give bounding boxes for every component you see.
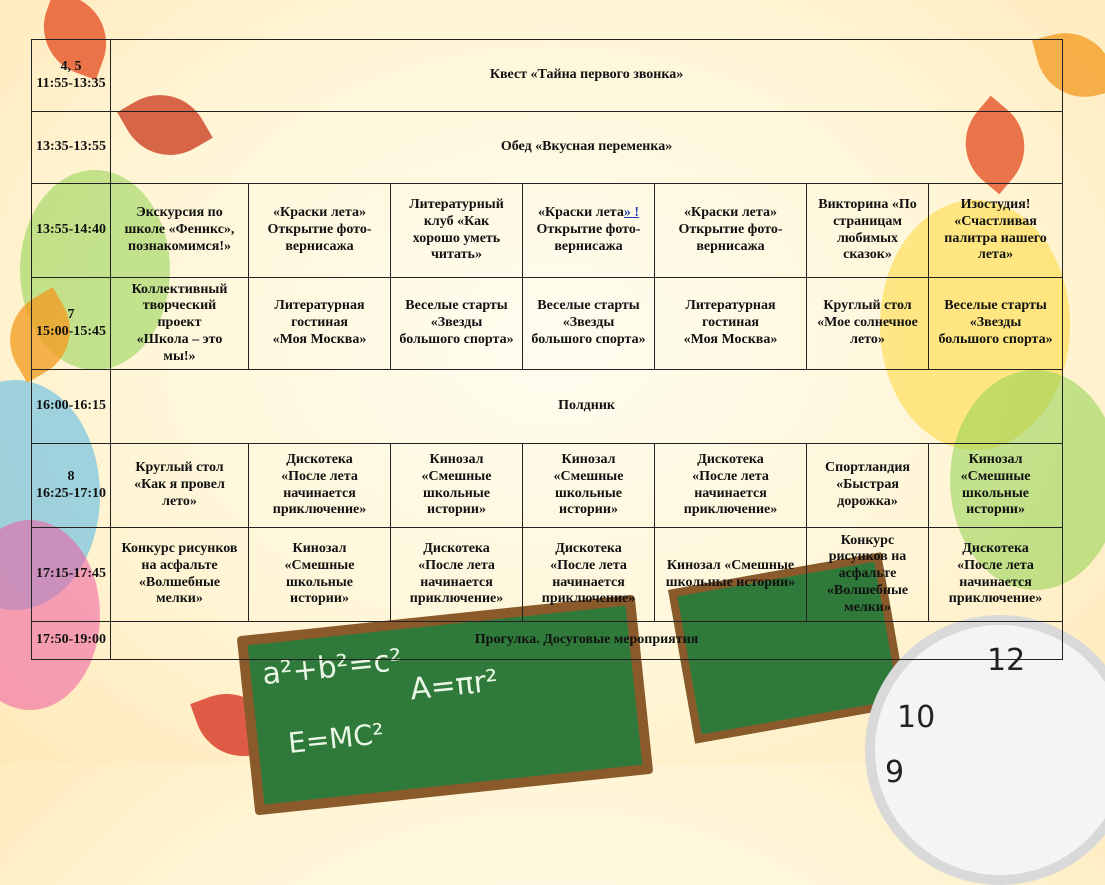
- schedule-row: [32, 184, 1063, 278]
- activity-cell: Спортландия «Быстрая дорожка»: [807, 444, 929, 528]
- activity-cell: Литературная гостиная «Моя Москва»: [655, 278, 807, 370]
- event-title: Квест «Тайна первого звонка»: [111, 40, 1063, 112]
- activity-cell: Литературная гостиная «Моя Москва»: [249, 278, 391, 370]
- board-formula-pythagoras: a²+b²=c²: [260, 642, 404, 693]
- activity-cell: Круглый стол «Мое солнечное лето»: [807, 278, 929, 370]
- schedule-row: [32, 370, 1063, 444]
- time-cell: 17:15-17:45: [32, 528, 111, 622]
- event-title: Обед «Вкусная переменка»: [111, 112, 1063, 184]
- time-cell: 13:55-14:40: [32, 184, 111, 278]
- activity-cell: Экскурсия по школе «Феникс», познакомимся!»: [111, 184, 249, 278]
- schedule-row: [32, 622, 1063, 660]
- event-title: Прогулка. Досуговые мероприятия: [111, 622, 1063, 660]
- schedule-table: [31, 39, 1063, 660]
- activity-cell: Кинозал «Смешные школьные истории»: [391, 444, 523, 528]
- activity-cell: Веселые старты «Звезды большого спорта»: [929, 278, 1063, 370]
- activity-cell: Литературный клуб «Как хорошо уметь читать»: [391, 184, 523, 278]
- activity-text: «Краски лета: [537, 205, 624, 221]
- activity-cell: Кинозал «Смешные школьные истории»: [249, 528, 391, 622]
- activity-cell: [523, 184, 655, 278]
- activity-cell: «Краски лета» Открытие фото- вернисажа: [249, 184, 391, 278]
- time-cell: 7 15:00-15:45: [32, 278, 111, 370]
- clock-number-10: 10: [897, 700, 936, 735]
- activity-cell: Дискотека «После лета начинается приключение»: [391, 528, 523, 622]
- activity-cell: «Краски лета» Открытие фото- вернисажа: [655, 184, 807, 278]
- activity-cell: Изостудия! «Счастливая палитра нашего лета»: [929, 184, 1063, 278]
- activity-cell: Кинозал «Смешные школьные истории»: [929, 444, 1063, 528]
- activity-cell: Коллективный творческий проект «Школа – это мы!»: [111, 278, 249, 370]
- clock-number-9: 9: [885, 755, 905, 790]
- board-formula-circle-area: A=πr²: [408, 663, 500, 708]
- schedule-row: [32, 444, 1063, 528]
- time-cell: 13:35-13:55: [32, 112, 111, 184]
- activity-cell: Круглый стол «Как я провел лето»: [111, 444, 249, 528]
- event-title: Полдник: [111, 370, 1063, 444]
- activity-link[interactable]: » !: [623, 205, 640, 221]
- activity-cell: Дискотека «После лета начинается приключение»: [929, 528, 1063, 622]
- board-formula-energy: E=MC²: [286, 717, 386, 760]
- time-cell: 17:50-19:00: [32, 622, 111, 660]
- schedule-row: [32, 278, 1063, 370]
- clock-number-12: 12: [987, 643, 1026, 678]
- activity-cell: Кинозал «Смешные школьные истории»: [655, 528, 807, 622]
- schedule-row: [32, 528, 1063, 622]
- time-cell: 4, 5 11:55-13:35: [32, 40, 111, 112]
- schedule-row: [32, 112, 1063, 184]
- schedule-row: [32, 40, 1063, 112]
- activity-cell: Кинозал «Смешные школьные истории»: [523, 444, 655, 528]
- activity-cell: Дискотека «После лета начинается приключение»: [523, 528, 655, 622]
- time-cell: 8 16:25-17:10: [32, 444, 111, 528]
- time-cell: 16:00-16:15: [32, 370, 111, 444]
- activity-cell: Конкурс рисунков на асфальте «Волшебные мелки»: [807, 528, 929, 622]
- activity-cell: Конкурс рисунков на асфальте «Волшебные мелки»: [111, 528, 249, 622]
- activity-cell: Дискотека «После лета начинается приключение»: [249, 444, 391, 528]
- activity-text: Открытие фото- вернисажа: [536, 222, 641, 254]
- activity-cell: Викторина «По страницам любимых сказок»: [807, 184, 929, 278]
- activity-cell: Дискотека «После лета начинается приключение»: [655, 444, 807, 528]
- activity-cell: Веселые старты «Звезды большого спорта»: [523, 278, 655, 370]
- activity-cell: Веселые старты «Звезды большого спорта»: [391, 278, 523, 370]
